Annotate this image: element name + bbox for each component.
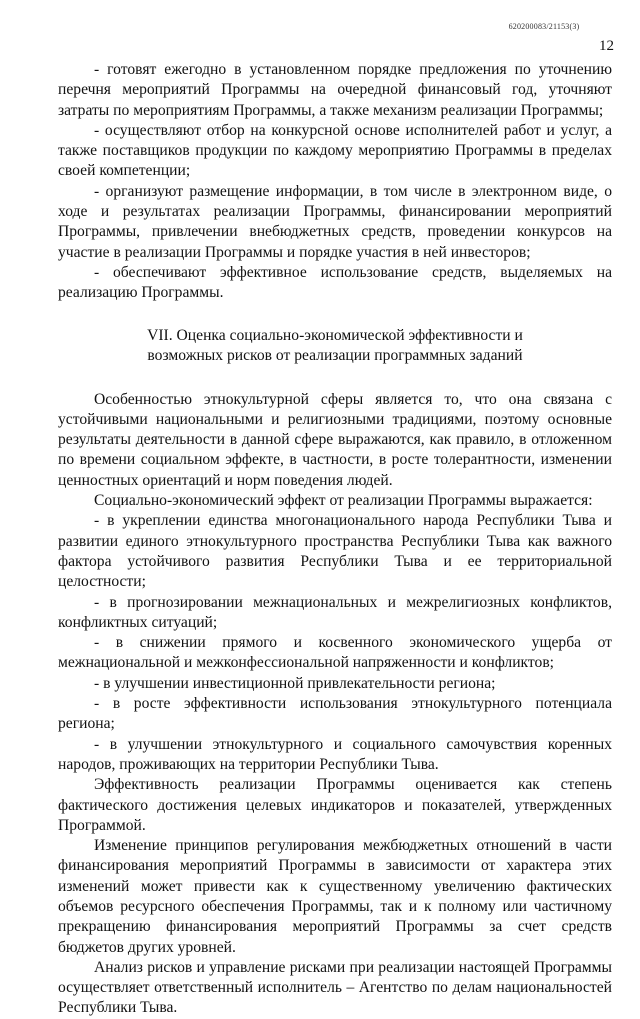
paragraph: - осуществляют отбор на конкурсной основе исполнителей работ и услуг, а также поставщиков продукции по каждому мероприятию Программы в пределах своей компетенции; — [58, 121, 612, 180]
paragraph: - в укреплении единства многонационального народа Республики Тыва и развитии единого этнокультурного пространства Республики Тыва как важного фактора устойчивого развития Республики Тыва и ее территориальной целостности; — [58, 512, 612, 591]
paragraph: - готовят ежегодно в установленном порядке предложения по уточнению перечня мероприятий Программы на очередной финансовый год, уточняют затраты по мероприятиям Программы, а также механизм реализации Программы; — [58, 61, 612, 119]
document-body — [58, 60, 612, 1019]
paragraph: - в росте эффективности использования этнокультурного потенциала региона; — [58, 695, 612, 733]
paragraph: - в снижении прямого и косвенного экономического ущерба от межнациональной и межконфессиональной напряженности и конфликтов; — [58, 634, 612, 672]
paragraph: Анализ рисков и управление рисками при реализации настоящей Программы осуществляет ответственный исполнитель – Агентство по делам национальностей Республики Тыва. — [58, 958, 612, 1017]
section-heading-line-2: возможных рисков от реализации программных заданий — [147, 347, 523, 365]
document-code: 620200083/21153(3) — [508, 22, 580, 31]
paragraph: - обеспечивают эффективное использование средств, выделяемых на реализацию Программы. — [58, 263, 612, 302]
paragraph: Изменение принципов регулирования межбюджетных отношений в части финансирования мероприятий Программы в зависимости от характера этих изменений может привести как к существенному увеличению фактических объемов ресурсного обеспечения Программы, так и к полному или частичному прекращению финансирования мероприятий Программы за счет средств бюджетов других уровней. — [58, 837, 612, 956]
section-heading-line-1: VII. Оценка социально-экономической эффективности и — [147, 326, 523, 344]
section-heading — [58, 326, 612, 367]
paragraph: - организуют размещение информации, в том числе в электронном виде, о ходе и результатах реализации Программы, финансировании мероприятий Программы, привлечении внебюджетных средств, проведении конкурсов на участие в реализации Программы и порядке участия в ней инвесторов; — [58, 182, 612, 261]
paragraph: - в улучшении инвестиционной привлекательности региона; — [94, 674, 496, 692]
paragraph: Эффективность реализации Программы оценивается как степень фактического достижения целевых индикаторов и показателей, утвержденных Программой. — [58, 776, 612, 834]
paragraph: - в улучшении этнокультурного и социального самочувствия коренных народов, проживающих на территории Республики Тыва. — [58, 735, 612, 773]
paragraph: - в прогнозировании межнациональных и межрелигиозных конфликтов, конфликтных ситуаций; — [58, 593, 612, 631]
paragraph: Особенностью этнокультурной сферы является то, что она связана с устойчивыми национальными и религиозными традициями, поэтому основные результаты деятельности в данной сфере выражаются, как правило, в отложенном по времени социальном эффекте, в частности, в росте толерантности, изменении ценностных ориентаций и норм поведения людей. — [58, 390, 612, 489]
paragraph: Социально-экономический эффект от реализации Программы выражается: — [94, 492, 593, 510]
page-number: 12 — [599, 38, 614, 54]
